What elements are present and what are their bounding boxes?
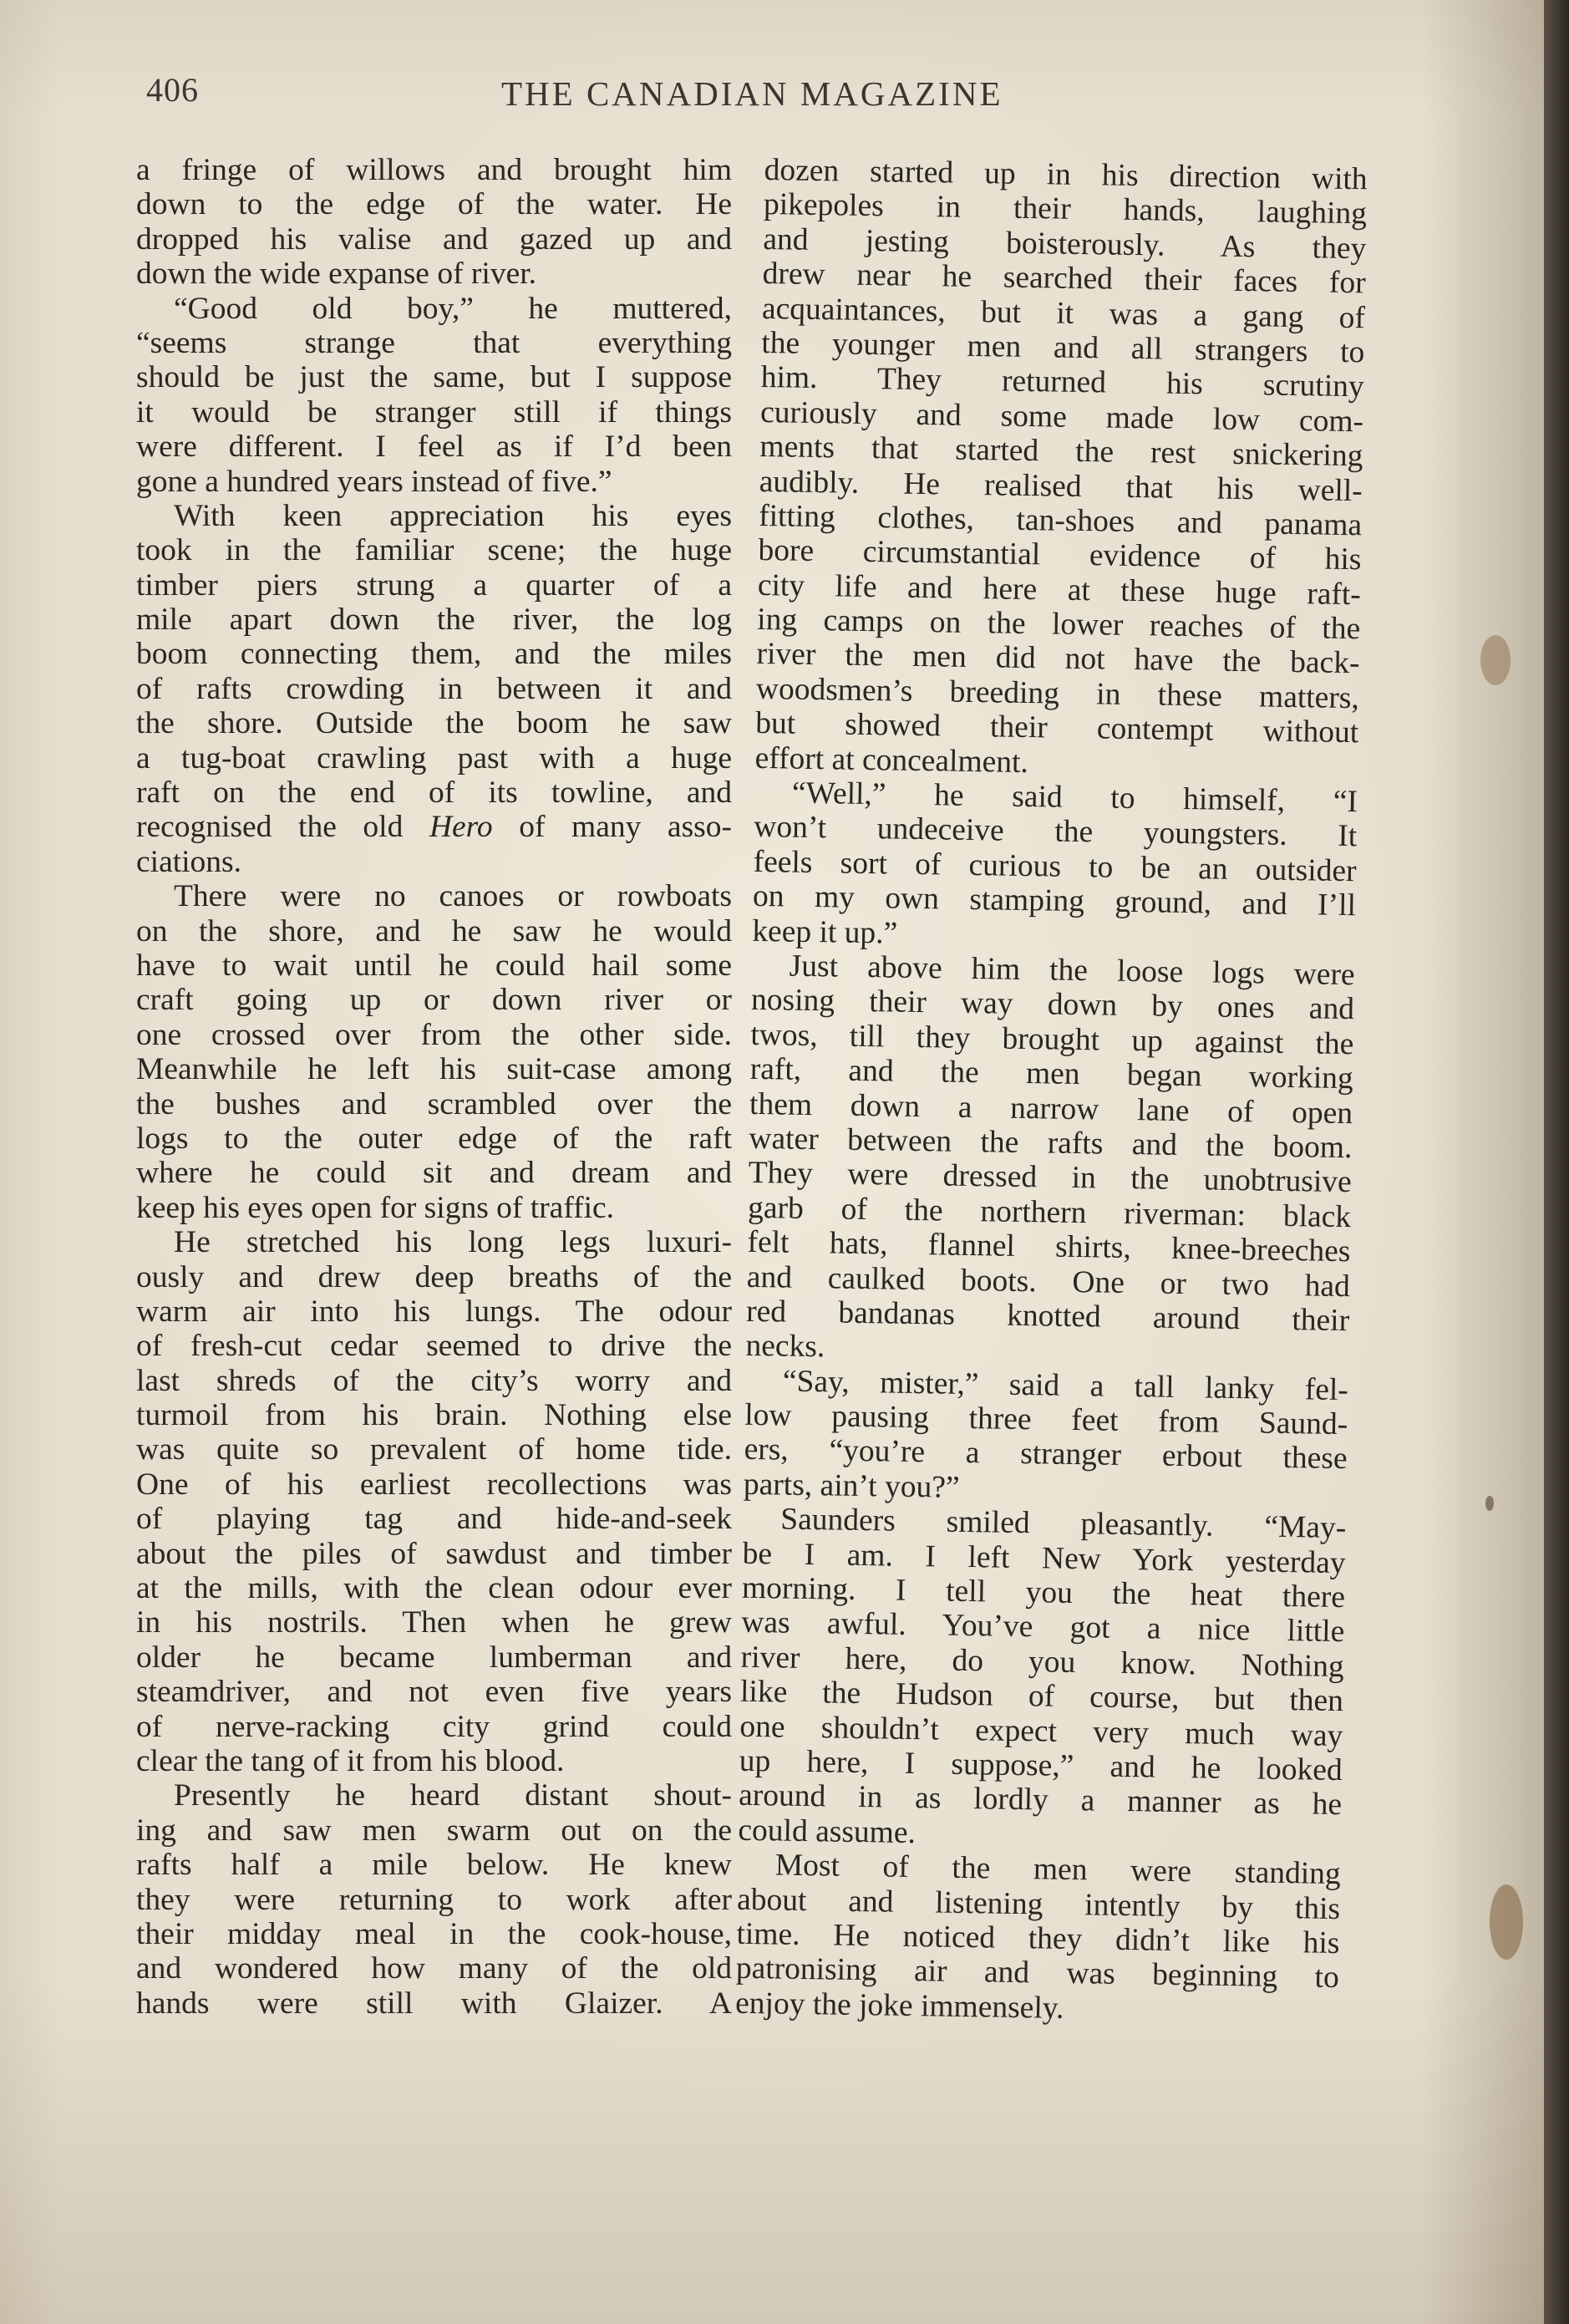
text-line: boom connecting them, and the miles — [136, 637, 732, 672]
text-line: gone a hundred years instead of five.” — [136, 464, 612, 499]
text-line: ciations. — [136, 844, 242, 879]
text-line: nosing their way down by ones and — [750, 983, 1355, 1027]
text-line: at the mills, with the clean odour ever — [136, 1571, 732, 1606]
page-stain — [1480, 635, 1511, 685]
text-line: and caulked boots. One or two had — [746, 1259, 1351, 1304]
text-line: recognised the old Hero of many asso- — [136, 810, 732, 845]
text-line: Saunders smiled pleasantly. “May- — [779, 1502, 1347, 1546]
text-line: like the Hudson of course, but then — [739, 1674, 1344, 1719]
text-line: be I am. I left New York yesterday — [742, 1536, 1346, 1580]
text-line: He stretched his long legs luxuri- — [174, 1225, 732, 1260]
text-line: craft going up or down river or — [136, 983, 732, 1018]
text-line: Meanwhile he left his suit-case among — [136, 1052, 732, 1087]
text-line: “Well,” he said to himself, “I — [791, 776, 1358, 820]
text-line: Most of the men were standing — [774, 1848, 1342, 1892]
text-line: hands were still with Glaizer. A — [136, 1986, 732, 2021]
text-line: ously and drew deep breaths of the — [136, 1259, 732, 1294]
text-line: on the shore, and he saw he would — [136, 913, 732, 948]
text-line: warm air into his lungs. The odour — [136, 1294, 732, 1329]
text-line: older he became lumberman and — [136, 1640, 732, 1675]
text-line: clear the tang of it from his blood. — [136, 1743, 565, 1778]
text-line: where he could sit and dream and — [136, 1156, 732, 1191]
text-line: feels sort of curious to be an outsider — [753, 844, 1357, 889]
text-line: With keen appreciation his eyes — [174, 498, 732, 533]
text-line: raft, and the men began working — [749, 1052, 1354, 1096]
text-line: won’t undeceive the youngsters. It — [754, 810, 1358, 854]
text-line: one crossed over from the other side. — [136, 1017, 732, 1052]
text-line: fitting clothes, tan-shoes and panama — [758, 498, 1363, 543]
text-line: the shore. Outside the boom he saw — [136, 706, 732, 741]
text-line: red bandanas knotted around their — [745, 1294, 1350, 1339]
page-number: 406 — [146, 71, 199, 109]
text-line: ments that started the rest snickering — [759, 430, 1363, 474]
text-line: “Good old boy,” he muttered, — [174, 291, 732, 326]
text-line: They were dressed in the unobtrusive — [748, 1156, 1353, 1200]
text-line: their midday meal in the cook-house, — [136, 1916, 732, 1951]
text-line: twos, till they brought up against the — [750, 1017, 1354, 1061]
text-line: bore circumstantial evidence of his — [758, 533, 1362, 577]
text-line: timber piers strung a quarter of a — [136, 567, 732, 603]
text-line: him. They returned his scrutiny — [760, 360, 1365, 404]
text-line: morning. I tell you the heat there — [741, 1570, 1346, 1615]
text-line: parts, ain’t you?” — [743, 1467, 960, 1505]
text-line: the younger men and all strangers to — [761, 325, 1365, 370]
text-line: enjoy the joke immensely. — [734, 1986, 1064, 2026]
text-line: “seems strange that everything — [136, 325, 732, 360]
text-line: a tug-boat crawling past with a huge — [136, 740, 732, 776]
text-line: river the men did not have the back- — [756, 637, 1360, 681]
text-line: river here, do you know. Nothing — [740, 1640, 1344, 1684]
text-line: took in the familiar scene; the huge — [136, 533, 732, 568]
text-line: low pausing three feet from Saund- — [744, 1397, 1348, 1442]
text-line: were different. I feel as if I’d been — [136, 430, 732, 465]
text-line: turmoil from his brain. Nothing else — [136, 1398, 732, 1433]
text-line: necks. — [745, 1329, 825, 1365]
text-line: of nerve-racking city grind could — [136, 1709, 732, 1744]
text-line: them down a narrow lane of open — [749, 1086, 1353, 1131]
text-line: keep it up.” — [752, 913, 898, 951]
text-line: water between the rafts and the boom. — [749, 1121, 1353, 1166]
page-stain — [1485, 1496, 1494, 1511]
text-line: they were returning to work after — [136, 1882, 732, 1917]
text-line: Just above him the loose logs were — [789, 948, 1355, 993]
left-column — [136, 153, 732, 2021]
text-line: it would be stranger still if things — [136, 394, 732, 430]
text-line: mile apart down the river, the log — [136, 603, 732, 638]
text-line: ers, “you’re a stranger erbout these — [744, 1432, 1348, 1477]
text-line: time. He noticed they didn’t like his — [736, 1916, 1340, 1960]
text-line: Presently he heard distant shout- — [174, 1778, 732, 1813]
text-line: and wondered how many of the old — [136, 1951, 732, 1986]
text-line: the bushes and scrambled over the — [136, 1086, 732, 1121]
text-line: was quite so prevalent of home tide. — [136, 1432, 732, 1467]
text-line: have to wait until he could hail some — [136, 948, 732, 983]
text-line: steamdriver, and not even five years — [136, 1675, 732, 1710]
text-line: garb of the northern riverman: black — [747, 1190, 1352, 1234]
running-head: THE CANADIAN MAGAZINE — [501, 74, 1003, 113]
text-line: felt hats, flannel shirts, knee-breeches — [747, 1224, 1351, 1269]
text-line: There were no canoes or rowboats — [174, 879, 732, 914]
page-stain — [1490, 1884, 1523, 1960]
text-line: ing camps on the lower reaches of the — [756, 603, 1361, 647]
text-line: in his nostrils. Then when he grew — [136, 1605, 732, 1640]
text-line: rafts half a mile below. He knew — [136, 1848, 732, 1883]
text-line: “Say, mister,” said a tall lanky fel- — [782, 1364, 1349, 1407]
text-line: of playing tag and hide-and-seek — [136, 1502, 732, 1537]
text-line: of fresh-cut cedar seemed to drive the — [136, 1329, 732, 1364]
text-line: dropped his valise and gazed up and — [136, 221, 732, 257]
text-line: drew near he searched their faces for — [762, 257, 1366, 301]
text-line: down the wide expanse of river. — [136, 257, 537, 292]
text-line: patronising air and was beginning to — [735, 1951, 1340, 1996]
text-line: logs to the outer edge of the raft — [136, 1121, 732, 1156]
text-line: but showed their contempt without — [754, 706, 1359, 750]
text-line: and jesting boisterously. As they — [763, 221, 1367, 267]
text-line: keep his eyes open for signs of traffic. — [136, 1190, 615, 1225]
text-line: a fringe of willows and brought him — [136, 153, 732, 187]
text-line: about the piles of sawdust and timber — [136, 1536, 732, 1571]
text-line: last shreds of the city’s worry and — [136, 1363, 732, 1398]
text-line: up here, I suppose,” and he looked — [739, 1743, 1343, 1788]
text-line: city life and here at these huge raft- — [757, 567, 1362, 612]
text-line: effort at concealment. — [754, 740, 1029, 780]
text-line: curiously and some made low com- — [759, 394, 1364, 440]
text-line: on my own stamping ground, and I’ll — [752, 879, 1357, 923]
text-line: of rafts crowding in between it and — [136, 671, 732, 706]
text-line: should be just the same, but I suppose — [136, 360, 732, 395]
text-line: was awful. You’ve got a nice little — [741, 1605, 1345, 1650]
text-line: pikepoles in their hands, laughing — [763, 187, 1368, 231]
text-line: audibly. He realised that his well- — [759, 464, 1363, 508]
text-line: around in as lordly a manner as he — [738, 1778, 1343, 1823]
text-line: dozen started up in his direction with — [764, 153, 1368, 197]
text-line: woodsmen’s breeding in these matters, — [755, 671, 1360, 716]
text-line: ing and saw men swarm out on the — [136, 1813, 732, 1848]
text-line: one shouldn’t expect very much way — [739, 1709, 1343, 1753]
text-line: acquaintances, but it was a gang of — [761, 291, 1366, 335]
book-binding-edge — [1544, 0, 1569, 2324]
right-column — [735, 153, 1368, 2030]
text-line: down to the edge of the water. He — [136, 187, 732, 222]
text-line: could assume. — [738, 1813, 917, 1850]
text-line: raft on the end of its towline, and — [136, 776, 732, 811]
ship-name: Hero — [429, 810, 493, 845]
text-line: One of his earliest recollections was — [136, 1467, 732, 1502]
text-line: about and listening intently by this — [736, 1882, 1341, 1926]
